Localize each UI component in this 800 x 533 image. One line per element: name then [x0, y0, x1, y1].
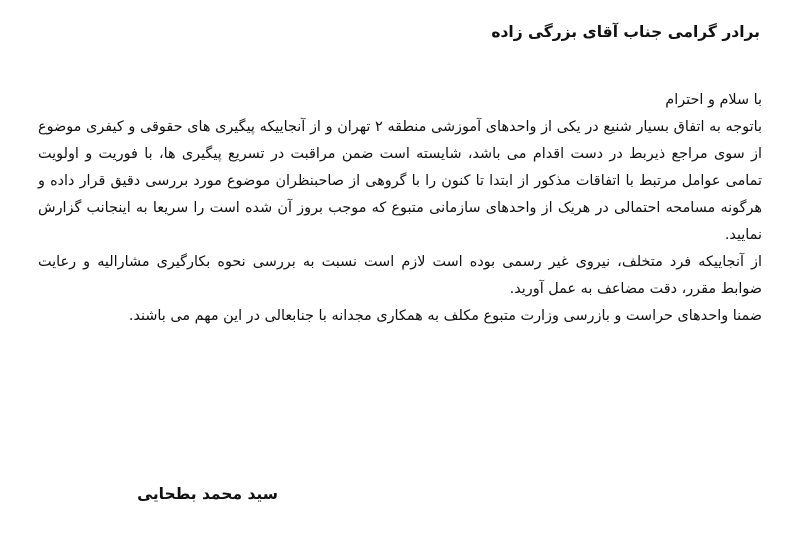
signature-name: سید محمد بطحایی — [137, 485, 278, 503]
recipient-line: برادر گرامی جناب آقای بزرگی زاده — [491, 23, 760, 41]
body-paragraph-1: باتوجه به اتفاق بسیار شنیع در یکی از واحدهای آموزشی منطقه ۲ تهران و از آنجاییکه پیگیری های حقوقی و کیفری موضوع از سوی مراجع ذیربط در دست اقدام می باشد، شایسته است ضمن مراقبت در تسریع پیگیری ها، با فوریت و اولویت تمامی عوامل مرتبط با اتفاقات مذکور از ابتدا تا کنون را با گروهی از صاحبنظران موضوع مورد بررسی دقیق قرار داده و هرگونه مسامحه احتمالی در هریک از واحدهای سازمانی متبوع که موجب بروز آن شده است را سریعا به اینجانب گزارش نمایید. — [38, 119, 762, 243]
body-paragraph-2: از آنجاییکه فرد متخلف، نیروی غیر رسمی بوده است لازم است نسبت به بررسی نحوه بکارگیری مشارالیه و رعایت ضوابط مقرر، دقت مضاعف به عمل آورید. — [38, 254, 762, 297]
letter-body — [38, 87, 762, 330]
salutation: با سلام و احترام — [665, 92, 762, 108]
body-paragraph-3: ضمنا واحدهای حراست و بازرسی وزارت متبوع مکلف به همکاری مجدانه با جنابعالی در این مهم می باشند. — [128, 308, 762, 324]
